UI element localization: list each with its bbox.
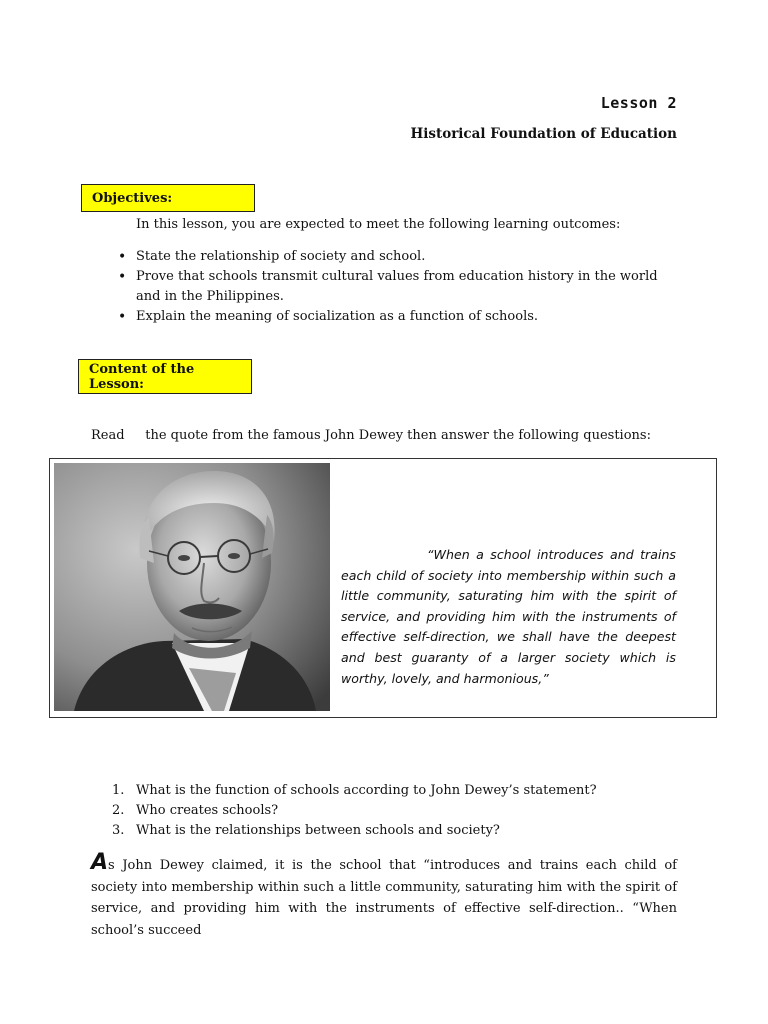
- read-instruction: [91, 428, 651, 443]
- question-number: 2.: [112, 803, 125, 818]
- objectives-label: Objectives:: [92, 190, 173, 206]
- question-text: What is the relationships between schools and society?: [136, 823, 500, 838]
- paragraph-text: s John Dewey claimed, it is the school that “introduces and trains each child of society into membership within such a little community, saturating him with the spirit of service, and providing him with the instruments of effective self-direction.. “When school’s succeed: [91, 858, 677, 938]
- content-label: Content of the Lesson:: [89, 361, 195, 392]
- content-heading: [78, 359, 252, 394]
- drop-cap: A: [91, 850, 109, 875]
- objectives-intro: In this lesson, you are expected to meet the following learning outcomes:: [136, 217, 621, 232]
- question-text: Who creates schools?: [136, 803, 279, 818]
- john-dewey-portrait: [54, 463, 330, 711]
- quote-text: “When a school introduces and trains each child of society into membership within such a little community, saturating him with the spirit of service, and providing him with the instruments of effective self-direction, we shall have the deepest and best guaranty of a larger society which is worthy, lovely, and harmonious,”: [341, 547, 676, 686]
- lesson-number: Lesson 2: [600, 94, 677, 112]
- question-number: 3.: [112, 823, 125, 838]
- question-number: 1.: [112, 783, 125, 798]
- objective-item: • Explain the meaning of socialization as a function of schools.: [118, 307, 678, 327]
- read-rest: the quote from the famous John Dewey then answer the following questions:: [145, 428, 651, 443]
- body-paragraph: [91, 850, 677, 941]
- question-text: What is the function of schools according to John Dewey’s statement?: [136, 783, 597, 798]
- objectives-list: [118, 247, 678, 327]
- dewey-quote: [341, 545, 676, 689]
- objective-item: • Prove that schools transmit cultural values from education history in the world and in the Philippines.: [118, 267, 678, 307]
- question-item: [112, 801, 597, 821]
- read-word: Read: [91, 428, 125, 443]
- objective-item: • State the relationship of society and school.: [118, 247, 678, 267]
- questions-list: [112, 781, 597, 841]
- lesson-title: Historical Foundation of Education: [410, 126, 677, 142]
- objectives-heading: [81, 184, 255, 212]
- question-item: [112, 781, 597, 801]
- question-item: [112, 821, 597, 841]
